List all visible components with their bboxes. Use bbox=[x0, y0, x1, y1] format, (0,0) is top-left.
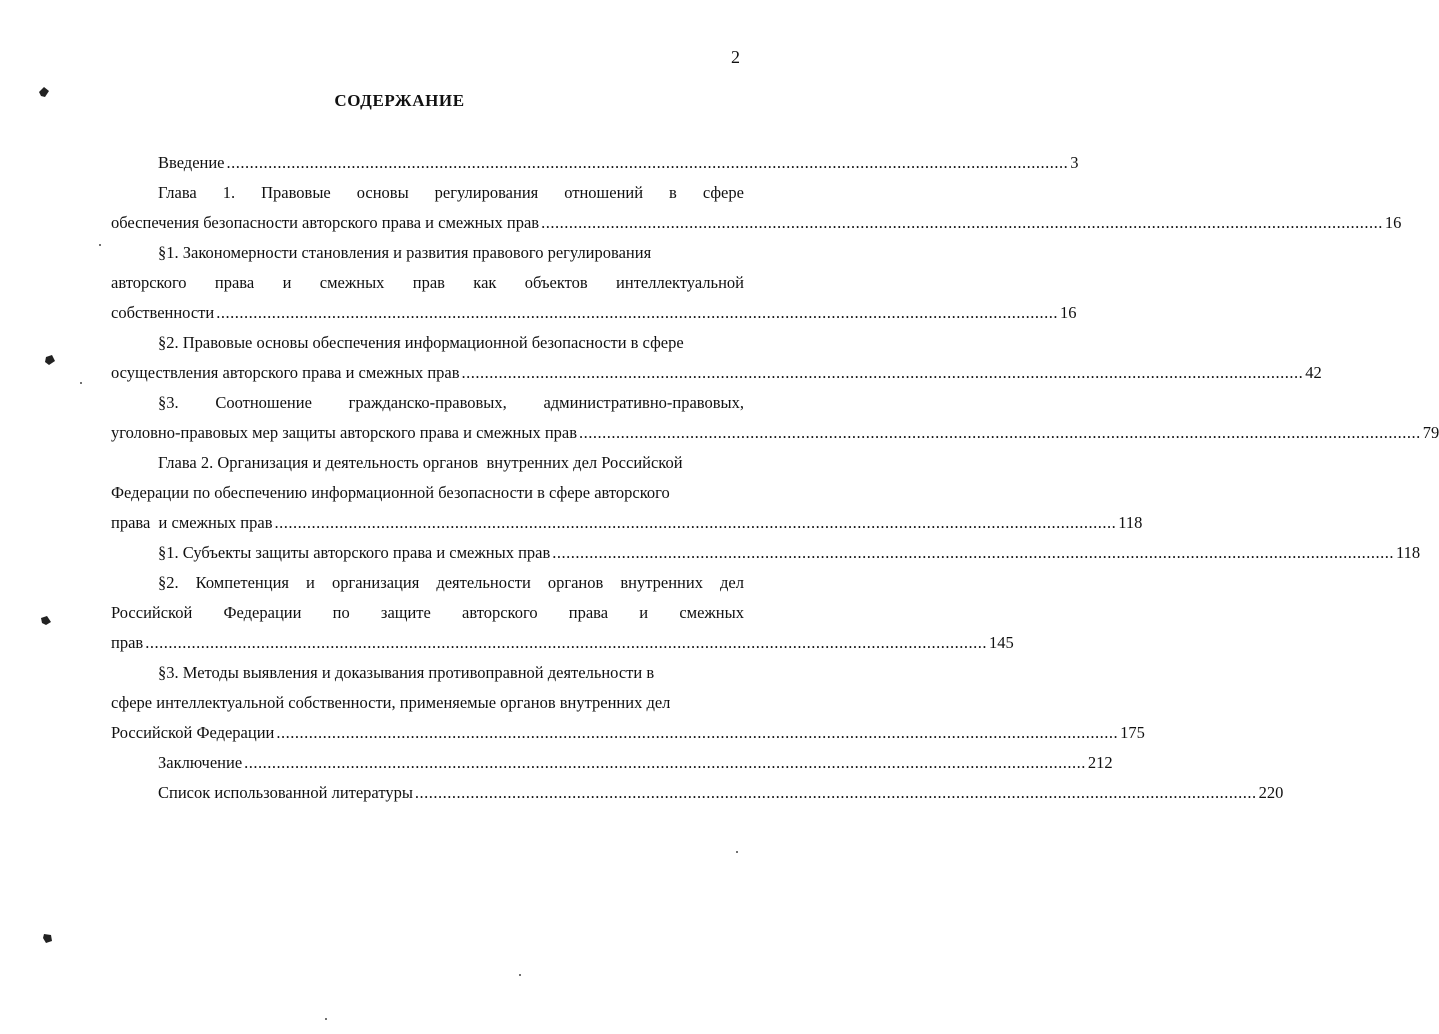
toc-page-number: 79 bbox=[1422, 423, 1439, 442]
toc-page-number: 16 bbox=[1384, 213, 1402, 232]
toc-entry-chapter-2: Глава 2. Организация и деятельность органов внутренних дел Российской Федерации по обеспечению информационной безопасности в сфере авторского права и смежных прав ...................................................................................................................................................................................... 118 bbox=[111, 448, 744, 538]
scan-mark-icon bbox=[40, 614, 52, 626]
toc-page-number: 118 bbox=[1118, 513, 1143, 532]
toc-page-number: 212 bbox=[1087, 753, 1113, 772]
toc-page-number: 145 bbox=[988, 633, 1014, 652]
page-number: 2 bbox=[731, 47, 740, 67]
scan-speck bbox=[80, 382, 82, 384]
scan-speck bbox=[736, 851, 738, 853]
toc-entry-conclusion: Заключение ...................................................................................................................................................................................... 212 bbox=[111, 748, 744, 778]
toc-page-number: 118 bbox=[1396, 543, 1421, 562]
toc-page-number: 16 bbox=[1059, 303, 1077, 322]
toc-entry-chapter-1-section-3: §3. Соотношение гражданско-правовых, административно-правовых, уголовно-правовых мер защиты авторского права и смежных прав ...................................................................................................................................................................................... 79 bbox=[111, 388, 744, 448]
toc-entry-chapter-1-section-1: §1. Закономерности становления и развития правового регулирования авторского права и смежных прав как объектов интеллектуальной собственности ...................................................................................................................................................................................... 16 bbox=[111, 238, 744, 328]
toc-entry-chapter-1-section-2: §2. Правовые основы обеспечения информационной безопасности в сфере осуществления авторского права и смежных прав ...................................................................................................................................................................................... 42 bbox=[111, 328, 744, 388]
toc-page-number: 220 bbox=[1258, 783, 1284, 802]
toc-entry-chapter-2-section-1: §1. Субъекты защиты авторского права и смежных прав ...................................................................................................................................................................................... 118 bbox=[111, 538, 744, 568]
toc-entry-chapter-1: Глава 1. Правовые основы регулирования отношений в сфере обеспечения безопасности авторского права и смежных прав ...................................................................................................................................................................................... 16 bbox=[111, 178, 744, 238]
toc-entry-bibliography: Список использованной литературы ...................................................................................................................................................................................... 220 bbox=[111, 778, 744, 808]
toc-entry-chapter-2-section-3: §3. Методы выявления и доказывания противоправной деятельности в сфере интеллектуальной собственности, применяемые органов внутренних дел Российской Федерации ...................................................................................................................................................................................... 175 bbox=[111, 658, 744, 748]
scan-speck bbox=[325, 1018, 327, 1020]
scan-speck bbox=[99, 244, 101, 246]
toc-page-number: 175 bbox=[1120, 723, 1145, 742]
scan-mark-icon bbox=[42, 932, 54, 944]
toc-title: СОДЕРЖАНИЕ bbox=[334, 91, 465, 110]
scan-mark-icon bbox=[44, 354, 56, 366]
toc-entry-chapter-2-section-2: §2. Компетенция и организация деятельности органов внутренних дел Российской Федерации по защите авторского права и смежных прав ...................................................................................................................................................................................... 145 bbox=[111, 568, 744, 658]
toc-page-number: 3 bbox=[1070, 153, 1079, 172]
scan-speck bbox=[519, 974, 521, 976]
toc-entry-introduction: Введение ...................................................................................................................................................................................... 3 bbox=[111, 148, 744, 178]
table-of-contents bbox=[111, 148, 1439, 808]
toc-page-number: 42 bbox=[1305, 363, 1322, 382]
